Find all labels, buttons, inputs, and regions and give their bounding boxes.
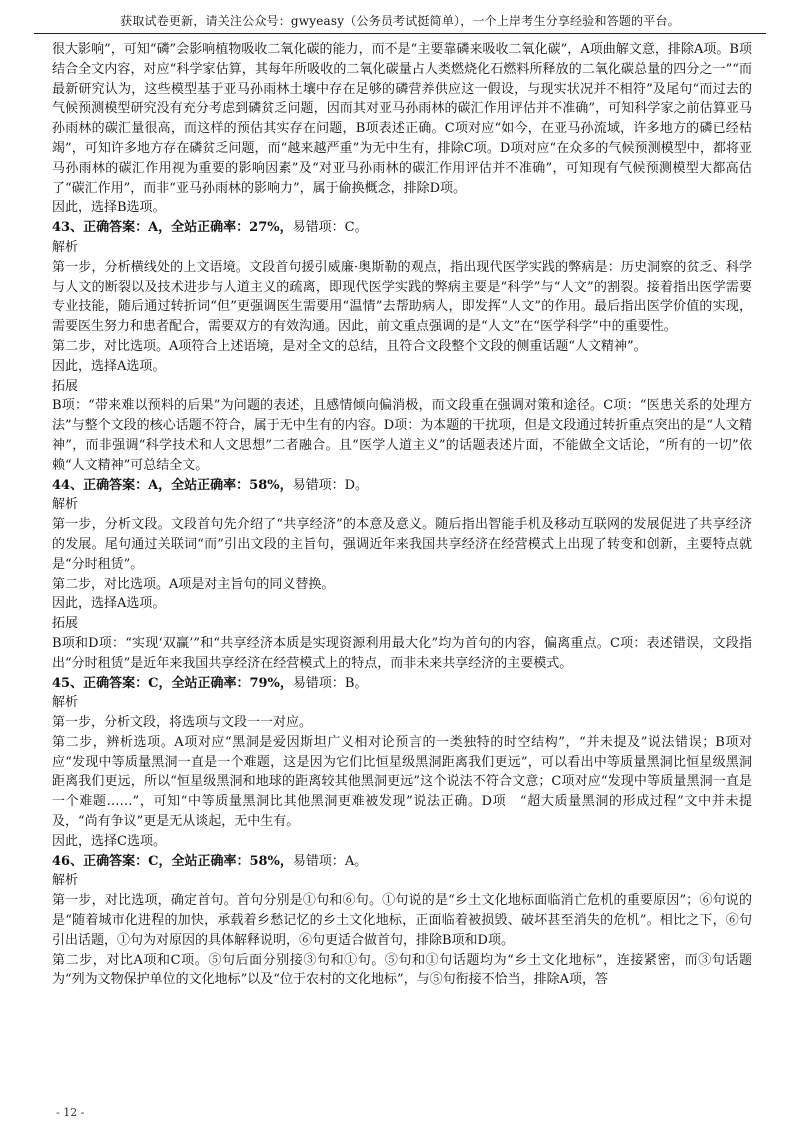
page-number: - 12 -	[56, 1106, 85, 1119]
q43-extension-label: 拓展	[52, 378, 79, 394]
q43-answer-bold: 43、正确答案：A，全站正确率：27%，	[52, 220, 293, 236]
q46-step2: 第二步，对比A项和C项。⑤句后面分别接③句和①句。⑤句和①句话题均为“乡土文化地标”，连接紧密，而③句话题为“列为文物保护单位的文化地标”以及“位于农村的文化地标”，与⑤句衔接不恰当，排除A项，答	[52, 952, 752, 988]
q44-extension-label: 拓展	[52, 616, 79, 632]
q42-analysis-tail: 很大影响”，可知“磷”会影响植物吸收二氧化碳的能力，而不是“主要靠磷来吸收二氧化碳”，A项曲解文意，排除A项。B项结合全文内容，对应“科学家估算，其每年所吸收的二氧化碳量占人类燃烧化石燃料所释放的二氧化碳总量的四分之一”“而最新研究认为，这些模型基于亚马孙雨林土壤中存在足够的磷营养供应这一假设，与现实状况并不相符”及尾句“而过去的气候预测模型研究没有充分考虑到磷贫乏问题，因而其对亚马孙雨林的碳汇作用评估并不准确”，可知科学家之前估算亚马孙雨林的碳汇量很高，而这样的预估其实存在问题，B项表述正确。C项对应“如今，在亚马孙流域，许多地方的磷已经枯竭”，可知许多地方存在磷贫乏问题，而“越来越严重”为无中生有，排除C项。D项对应“在众多的气候预测模型中，都将亚马孙雨林的碳汇作用视为重要的影响因素”及“对亚马孙雨林的碳汇作用评估并不准确”，可知现有气候预测模型大都高估了“碳汇作用”，而非“亚马孙雨林的影响力”，属于偷换概念，排除D项。	[52, 42, 752, 196]
q44-analysis-label: 解析	[52, 497, 79, 513]
q44-extension: B项和D项：“实现‘双赢’”和“共享经济本质是实现资源利用最大化”均为首句的内容，偏离重点。C项：表述错误，文段指出“分时租赁”是近年来我国共享经济在经营模式上的特点，而非未来共享经济的主要模式。	[52, 635, 752, 671]
q44-step1: 第一步，分析文段。文段首句先介绍了“共享经济”的本意及意义。随后指出智能手机及移动互联网的发展促进了共享经济的发展。尾句通过关联词“而”引出文段的主旨句，强调近年来我国共享经济在经营模式上出现了转变和创新，主要特点就是“分时租赁”。	[52, 517, 752, 572]
q46-answer-line	[52, 852, 752, 872]
q44-step2: 第二步，对比选项。A项是对主旨句的同义替换。	[52, 576, 335, 592]
q43-extension: B项：“带来难以预料的后果”为问题的表述，且感情倾向偏消极，而文段重在强调对策和途径。C项：“医患关系的处理方法”与整个文段的核心话题不符合，属于无中生有的内容。D项：为本题的干扰项，但是文段通过转折重点突出的是“人文精神”，而非强调“科学技术和人文思想”二者融合。且“医学人道主义”的话题表述片面，不能做全文话论，“所有的一切”依赖“人文精神”可总结全文。	[52, 398, 752, 473]
q45-conclusion: 因此，选择C选项。	[52, 833, 166, 849]
q43-step1: 第一步，分析横线处的上文语境。文段首句援引威廉·奥斯勒的观点，指出现代医学实践的弊病是：历史洞察的贫乏、科学与人文的断裂以及技术进步与人道主义的疏离，即现代医学实践的弊病主要是“科学”与“人文”的割裂。接着指出医学需要专业技能，随后通过转折词“但”更强调医生需要用“温情”去帮助病人，即发挥“人文”的作用。最后指出医学价值的实现，需要医生努力和患者配合，需要双方的有效沟通。因此，前文重点强调的是“人文”在“医学科学”中的重要性。	[52, 259, 752, 335]
q43-step2: 第二步，对比选项。A项符合上述语境，是对全文的总结，且符合文段整个文段的侧重话题“人文精神”。	[52, 338, 647, 354]
q45-step1: 第一步，分析文段，将选项与文段一一对应。	[52, 715, 313, 731]
header-divider	[34, 33, 766, 34]
q46-answer-rest: 易错项：A。	[292, 853, 368, 869]
q44-answer-bold: 44、正确答案：A，全站正确率：58%，	[52, 477, 293, 493]
q44-answer-rest: 易错项：D。	[292, 477, 369, 493]
q44-conclusion: 因此，选择A选项。	[52, 596, 166, 612]
q46-answer-bold: 46、正确答案：C，全站正确率：58%，	[52, 853, 293, 869]
q45-analysis-label: 解析	[52, 695, 79, 711]
q43-analysis-label: 解析	[52, 239, 79, 255]
q46-step1: 第一步，对比选项，确定首句。首句分别是①句和⑥句。①句说的是“乡土文化地标面临消亡危机的重要原因”；⑥句说的是“随着城市化进程的加快，承载着乡愁记忆的乡土文化地标，正面临着被损毁、破坏甚至消失的危机”。相比之下，⑥句引出话题，①句为对原因的具体解释说明，⑥句更适合做首句，排除B项和D项。	[52, 893, 752, 948]
page-header: 获取试卷更新，请关注公众号：gwyeasy（公务员考试挺简单），一个上岸考生分享经验和答题的平台。	[120, 14, 680, 28]
q42-conclusion: 因此，选择B选项。	[52, 200, 166, 216]
q46-analysis-label: 解析	[52, 873, 79, 889]
q44-answer-line	[52, 476, 752, 496]
q43-answer-rest: 易错项：C。	[292, 220, 368, 236]
q45-answer-bold: 45、正确答案：C，全站正确率：79%，	[52, 675, 293, 691]
document-body	[52, 40, 752, 990]
q45-answer-line	[52, 674, 752, 694]
q45-answer-rest: 易错项：B。	[292, 675, 368, 691]
q45-step2: 第二步，辨析选项。A项对应“黑洞是爱因斯坦广义相对论预言的一类独特的时空结构”，“并未提及”说法错误；B项对应“发现中等质量黑洞一直是一个难题，这是因为它们比恒星级黑洞距离我们更远”，可以看出中等质量黑洞比恒星级黑洞距离我们更远，所以“恒星级黑洞和地球的距离较其他黑洞更远”这个说法不符合文意；C项对应“发现中等质量黑洞一直是一个难题……”，可知“中等质量黑洞比其他黑洞更难被发现”说法正确。D项 “超大质量黑洞的形成过程”文中并未提及，“尚有争议”更是无从谈起，无中生有。	[52, 734, 752, 830]
q43-answer-line	[52, 218, 752, 238]
q43-conclusion: 因此，选择A选项。	[52, 358, 166, 374]
